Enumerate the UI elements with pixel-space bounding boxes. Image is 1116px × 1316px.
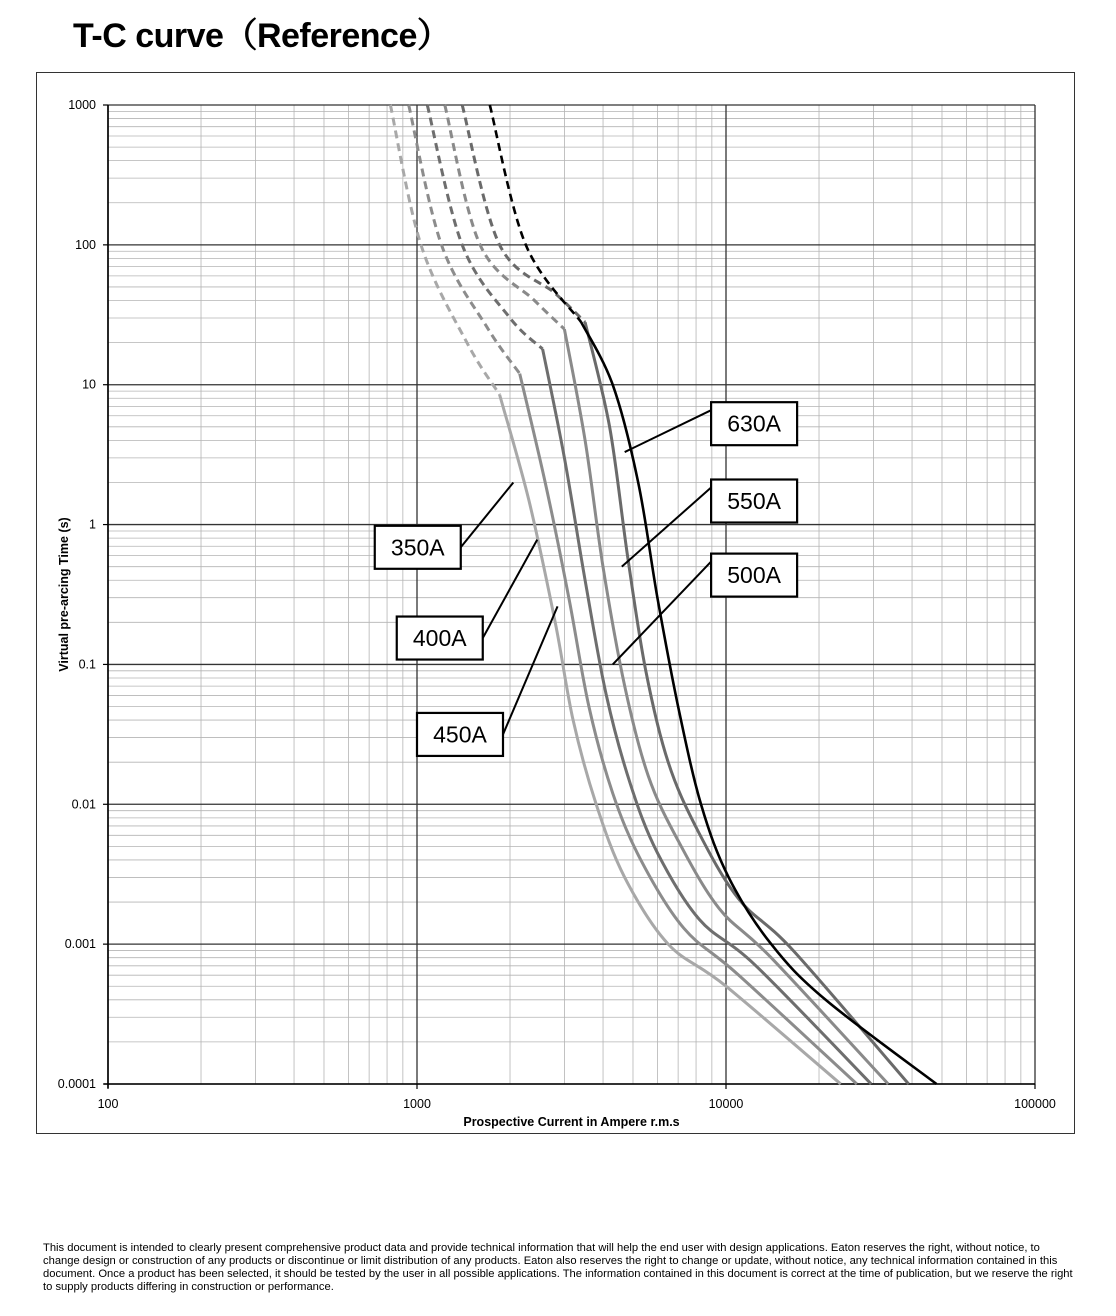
y-tick-label: 100 bbox=[75, 237, 96, 252]
x-axis-label: Prospective Current in Ampere r.m.s bbox=[463, 1115, 680, 1129]
callout-350a-label: 350A bbox=[390, 534, 445, 561]
y-tick-label: 0.0001 bbox=[57, 1077, 96, 1091]
plot-area bbox=[108, 105, 1035, 1084]
x-tick-label: 100 bbox=[97, 1097, 119, 1111]
callout-500a-label: 500A bbox=[727, 562, 781, 589]
y-tick-label: 0.001 bbox=[64, 937, 96, 952]
y-tick-label: 10 bbox=[82, 377, 96, 392]
callout-630a-label: 630A bbox=[727, 410, 781, 437]
callout-450a-label: 450A bbox=[433, 721, 487, 748]
callout-550a-label: 550A bbox=[727, 488, 781, 515]
page-title: T-C curve（Reference） bbox=[73, 17, 451, 55]
x-tick-label: 1000 bbox=[403, 1097, 431, 1111]
y-tick-label: 0.1 bbox=[78, 657, 96, 672]
y-tick-label: 1000 bbox=[68, 98, 96, 112]
chart-frame bbox=[36, 72, 1075, 1134]
x-tick-label: 10000 bbox=[708, 1097, 744, 1111]
tc-curve-chart bbox=[37, 73, 1076, 1135]
x-tick-label: 100000 bbox=[1014, 1097, 1056, 1111]
disclaimer-text: This document is intended to clearly present comprehensive product data and provide technical information that will help the end user with design applications. Eaton reserves the right, without notice, to change design or construction of any products or discontinue or limit distribution of any products. Eaton also reserves the right to change or update, without notice, any technical information contained in this document. Once a product has been selected, it should be tested by the user in all possible applications. The information contained in this document is correct at the time of publication, but we reserve the right to supply products differing in construction or performance. bbox=[43, 1242, 1073, 1293]
y-axis-label: Virtual pre-arcing Time (s) bbox=[57, 517, 71, 672]
y-tick-label: 1 bbox=[89, 517, 96, 532]
callout-400a-label: 400A bbox=[412, 625, 467, 652]
y-tick-label: 0.01 bbox=[71, 797, 96, 812]
